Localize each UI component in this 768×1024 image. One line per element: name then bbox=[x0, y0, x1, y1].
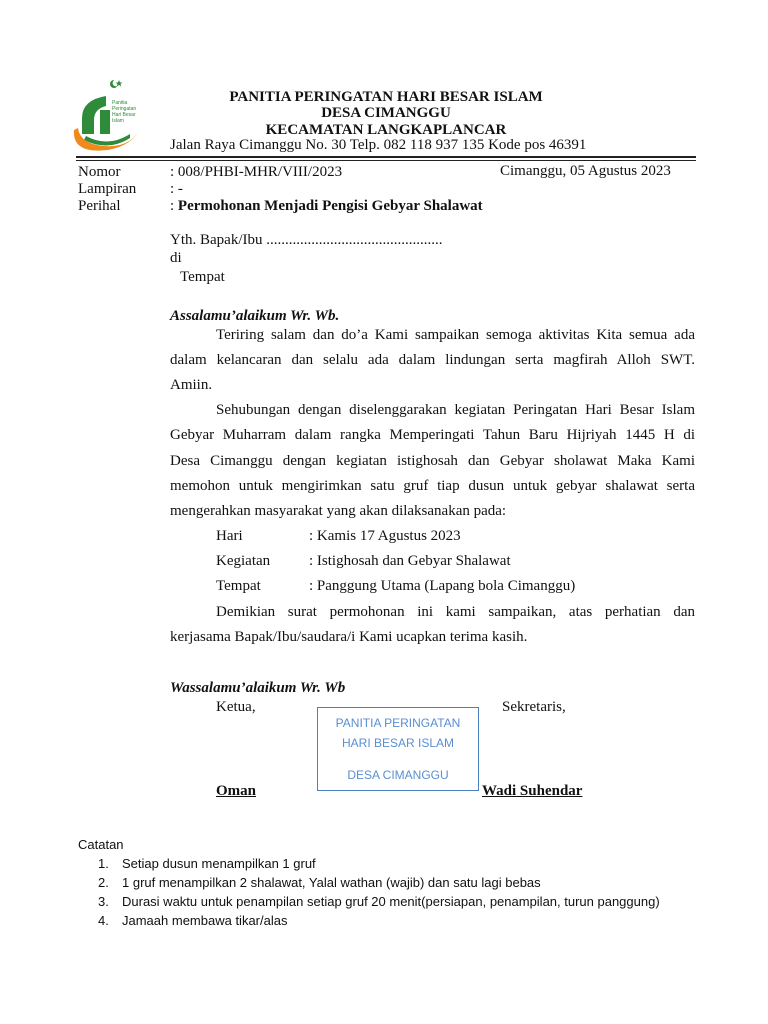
paragraph-3-line-1: Demikian surat permohonan ini kami sampaikan, atas perhatian dan bbox=[216, 604, 695, 620]
paragraph-1-line-2: dalam kelancaran dan selalu ada dalam lindungan serta magfirah Alloh SWT. bbox=[170, 352, 695, 368]
note-number: 4. bbox=[98, 913, 109, 928]
paragraph-2-line-1: Sehubungan dengan diselenggarakan kegiatan Peringatan Hari Besar Islam bbox=[216, 402, 695, 418]
logo-text-4: Islam bbox=[112, 118, 124, 124]
nomor-value: : 008/PHBI-MHR/VIII/2023 bbox=[170, 164, 343, 180]
recipient-line: Yth. Bapak/Ibu ............................................... bbox=[170, 232, 443, 248]
note-text: Jamaah membawa tikar/alas bbox=[122, 913, 288, 928]
note-text: 1 gruf menampilkan 2 shalawat, Yalal wathan (wajib) dan satu lagi bebas bbox=[122, 875, 541, 890]
letter-date: Cimanggu, 05 Agustus 2023 bbox=[500, 163, 671, 179]
lampiran-value: : - bbox=[170, 181, 183, 197]
detail-label-tempat: Tempat bbox=[216, 578, 261, 594]
ketua-name: Oman bbox=[216, 783, 257, 799]
greeting: Assalamu’alaikum Wr. Wb. bbox=[170, 308, 340, 324]
sekretaris-label: Sekretaris, bbox=[502, 699, 566, 715]
letterhead-rule-thin bbox=[76, 160, 696, 161]
note-number: 2. bbox=[98, 875, 109, 890]
paragraph-2-line-5: mengerahkan masyarakat yang akan dilaksanakan pada: bbox=[170, 503, 507, 519]
perihal-colon: : bbox=[170, 198, 178, 214]
note-number: 3. bbox=[98, 894, 109, 909]
detail-value-kegiatan: : Istighosah dan Gebyar Shalawat bbox=[309, 553, 511, 569]
paragraph-1-line-3: Amiin. bbox=[170, 377, 213, 393]
perihal-label: Perihal bbox=[78, 198, 121, 214]
note-text: Setiap dusun menampilkan 1 gruf bbox=[122, 856, 316, 871]
perihal-value: Permohonan Menjadi Pengisi Gebyar Shalawat bbox=[177, 198, 483, 214]
letterhead-district: KECAMATAN LANGKAPLANCAR bbox=[265, 122, 507, 138]
detail-label-hari: Hari bbox=[216, 528, 243, 544]
closing-greeting: Wassalamu’alaikum Wr. Wb bbox=[170, 680, 346, 696]
stamp-line-2: HARI BESAR ISLAM bbox=[341, 736, 455, 750]
detail-label-kegiatan: Kegiatan bbox=[216, 553, 271, 569]
letterhead-title: PANITIA PERINGATAN HARI BESAR ISLAM bbox=[229, 89, 543, 105]
letterhead-village: DESA CIMANGGU bbox=[321, 105, 451, 121]
stamp-line-3: DESA CIMANGGU bbox=[347, 768, 449, 782]
letterhead-rule-thick bbox=[76, 156, 696, 158]
paragraph-2-line-3: Desa Cimanggu dengan kegiatan istighosah dan Gebyar sholawat Maka Kami bbox=[170, 453, 695, 469]
paragraph-3-line-2: kerjasama Bapak/Ibu/saudara/i Kami ucapkan terima kasih. bbox=[170, 629, 528, 645]
sekretaris-name: Wadi Suhendar bbox=[482, 783, 583, 799]
recipient-di: di bbox=[170, 250, 182, 266]
note-text: Durasi waktu untuk penampilan setiap gruf 20 menit(persiapan, penampilan, turun panggung) bbox=[122, 894, 660, 909]
note-number: 1. bbox=[98, 856, 109, 871]
nomor-label: Nomor bbox=[78, 164, 121, 180]
perihal-row bbox=[170, 197, 483, 215]
phbi-logo bbox=[68, 76, 144, 156]
paragraph-1-line-1: Teriring salam dan do’a Kami sampaikan semoga aktivitas Kita semua ada bbox=[216, 327, 695, 343]
paragraph-2-line-2: Gebyar Muharram dalam rangka Memperingati Tahun Baru Hijriyah 1445 H di bbox=[170, 427, 695, 443]
paragraph-2-line-4: memohon untuk mengirimkan satu gruf tiap dusun untuk gebyar shalawat serta bbox=[170, 478, 695, 494]
lampiran-label: Lampiran bbox=[78, 181, 137, 197]
logo-text-2: Peringatan bbox=[112, 106, 137, 112]
logo-text-1: Panitia bbox=[112, 100, 128, 106]
logo-text-3: Hari Besar bbox=[112, 112, 136, 118]
recipient-tempat: Tempat bbox=[180, 269, 225, 285]
letterhead-address: Jalan Raya Cimanggu No. 30 Telp. 082 118 937 135 Kode pos 46391 bbox=[170, 137, 587, 153]
notes-title: Catatan bbox=[78, 837, 124, 852]
stamp-line-1: PANITIA PERINGATAN bbox=[335, 716, 461, 730]
ketua-label: Ketua, bbox=[216, 699, 256, 715]
detail-value-hari: : Kamis 17 Agustus 2023 bbox=[309, 528, 461, 544]
detail-value-tempat: : Panggung Utama (Lapang bola Cimanggu) bbox=[309, 578, 576, 594]
committee-stamp bbox=[317, 707, 479, 791]
